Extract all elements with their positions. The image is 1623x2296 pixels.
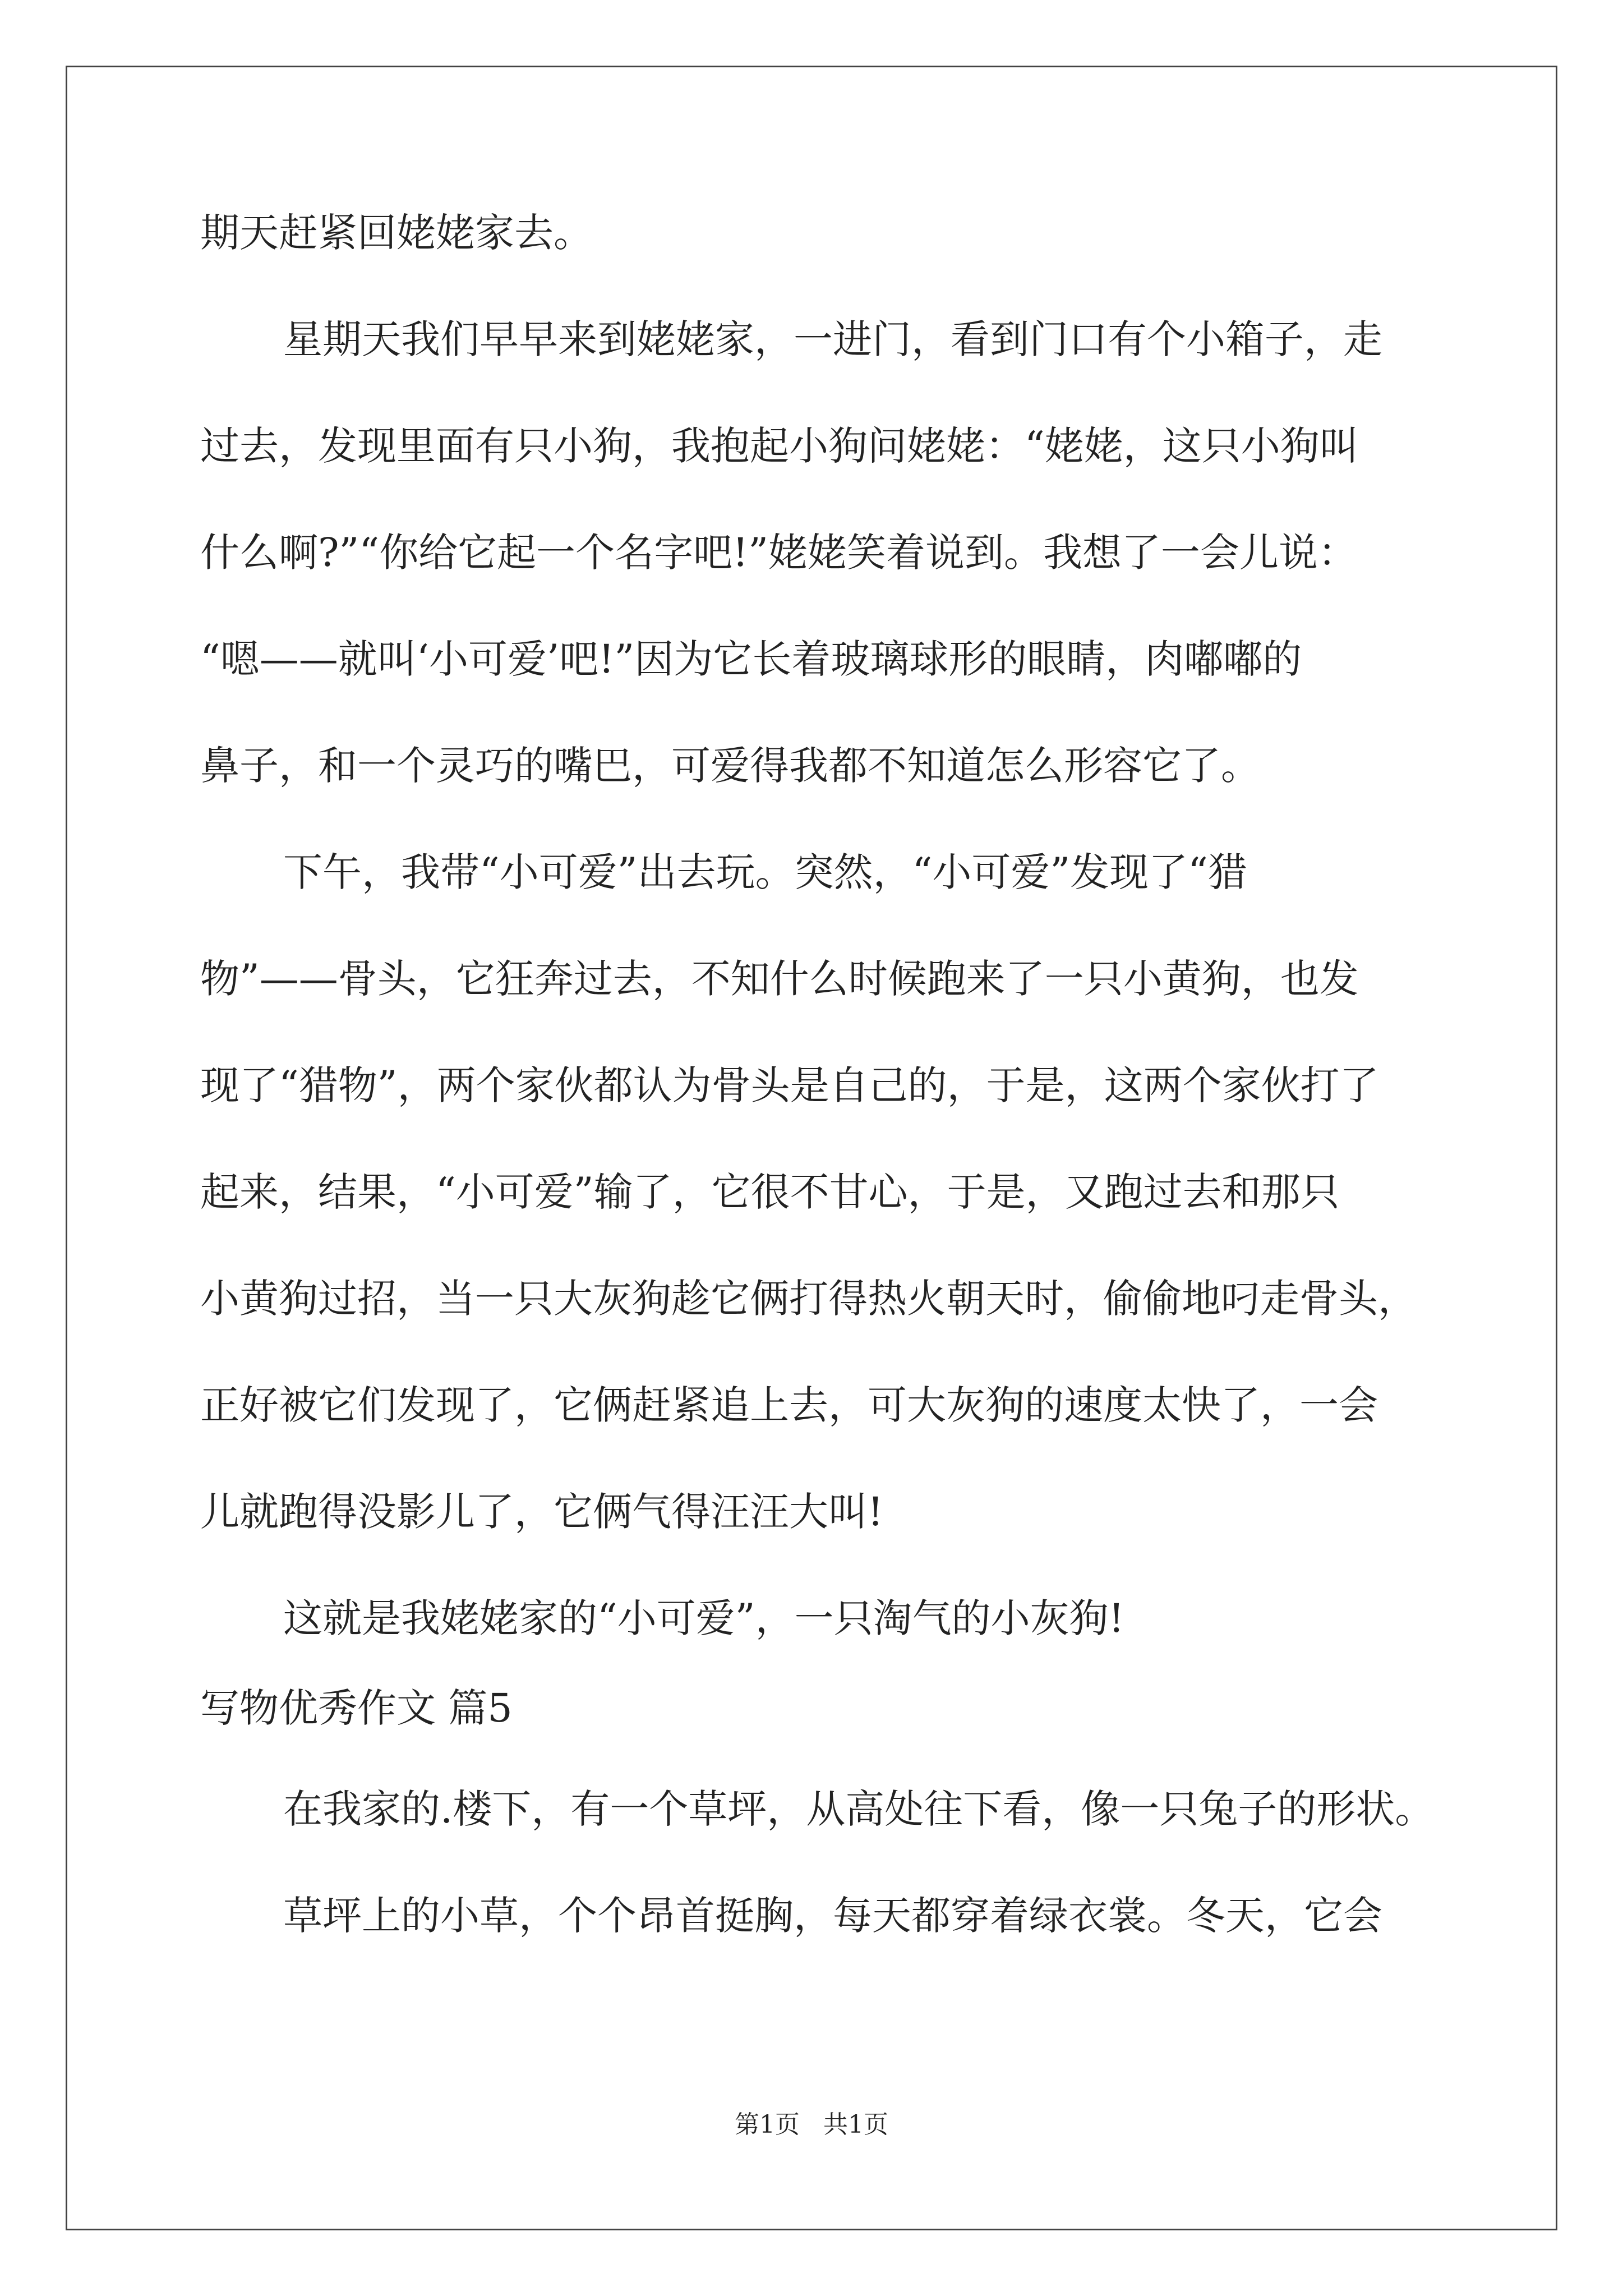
text-line: 过去，发现里面有只小狗，我抱起小狗问姥姥：“姥姥，这只小狗叫 xyxy=(200,423,1359,469)
text-line: 期天赶紧回姥姥家去。 xyxy=(200,210,593,256)
text-line: 鼻子，和一个灵巧的嘴巴，可爱得我都不知道怎么形容它了。 xyxy=(200,743,1260,789)
text-line: 起来，结果，“小可爱”输了，它很不甘心，于是，又跑过去和那只 xyxy=(200,1169,1340,1215)
paragraph-start-line: 星期天我们早早来到姥姥家，一进门，看到门口有个小箱子，走 xyxy=(283,316,1382,362)
paragraph-start-line: 这就是我姥姥家的“小可爱”，一只淘气的小灰狗! xyxy=(283,1595,1124,1641)
text-line: 儿就跑得没影儿了，它俩气得汪汪大叫! xyxy=(200,1489,884,1535)
paragraph-start-line: 在我家的.楼下，有一个草坪，从高处往下看，像一只兔子的形状。 xyxy=(283,1786,1435,1832)
text-line: 什么啊?”“你给它起一个名字吧!”姥姥笑着说到。我想了一会儿说： xyxy=(200,530,1358,576)
text-line: “嗯——就叫‘小可爱’吧!”因为它长着玻璃球形的眼睛，肉嘟嘟的 xyxy=(200,636,1302,682)
paragraph-start-line: 下午，我带“小可爱”出去玩。突然，“小可爱”发现了“猎 xyxy=(283,849,1247,895)
text-line: 小黄狗过招，当一只大灰狗趁它俩打得热火朝天时，偷偷地叼走骨头， xyxy=(200,1276,1417,1322)
text-line: 现了“猎物”，两个家伙都认为骨头是自己的，于是，这两个家伙打了 xyxy=(200,1062,1379,1108)
section-heading: 写物优秀作文 篇5 xyxy=(200,1685,513,1731)
text-line: 物”——骨头，它狂奔过去，不知什么时候跑来了一只小黄狗，也发 xyxy=(200,956,1359,1002)
page-number-footer: 第1页 共1页 xyxy=(735,2110,888,2139)
text-line: 正好被它们发现了，它俩赶紧追上去，可大灰狗的速度太快了，一会 xyxy=(200,1382,1378,1428)
paragraph-start-line: 草坪上的小草，个个昂首挺胸，每天都穿着绿衣裳。冬天，它会 xyxy=(283,1893,1382,1939)
